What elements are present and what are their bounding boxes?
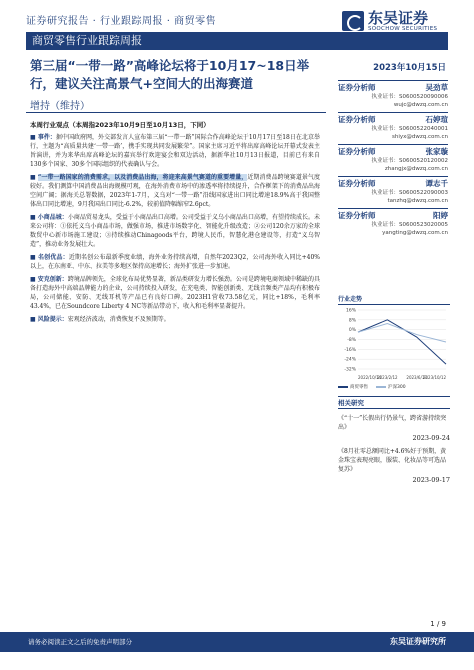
analyst-cert: 执业证书：S0600520120002 bbox=[371, 158, 448, 164]
brand-logo-icon bbox=[342, 11, 364, 31]
paragraph-text: 小商品贸易龙头，受益于小商品出口高增。公司受益于义乌小商品出口高增，有望持续成长。未来公司将：①依托义乌小商品市场，做强市场，推进市场数字化、智能化升级改造；②公司120余万家的全球数贸中心新市场施工建设；③持续推动Chinagoods平台，跨境人民币，智慧化港仓建设等，打造“义乌智造”，推动业务发展壮大。 bbox=[30, 214, 320, 248]
analyst-name: 阳婷 bbox=[433, 211, 448, 220]
report-body bbox=[30, 133, 320, 328]
bullet-icon: ■ bbox=[30, 214, 38, 221]
paragraph-key: 风险提示： bbox=[37, 316, 68, 323]
analyst-entry bbox=[338, 176, 448, 205]
y-tick-label: -8% bbox=[347, 338, 356, 343]
bullet-icon: ■ bbox=[30, 174, 38, 181]
x-tick-label: 2023/2/12 bbox=[377, 375, 398, 380]
trend-chart-svg bbox=[338, 307, 450, 383]
body-paragraph bbox=[30, 275, 320, 311]
analyst-cert: 执业证书：S0600522040001 bbox=[371, 126, 448, 132]
analyst-name: 谭志千 bbox=[425, 179, 448, 188]
analyst-entry bbox=[338, 112, 448, 141]
analyst-entry bbox=[338, 80, 448, 109]
related-heading: 相关研究 bbox=[338, 396, 450, 409]
analyst-cert: 执业证书：S0600520090006 bbox=[371, 94, 448, 100]
analyst-entry bbox=[338, 144, 448, 173]
chart-legend bbox=[338, 384, 450, 390]
paragraph-text: 宏观经济波动，消费恢复不及预期等。 bbox=[67, 316, 170, 323]
brand-logo bbox=[342, 10, 437, 32]
y-tick-label: -16% bbox=[344, 347, 356, 353]
bullet-icon: ■ bbox=[30, 316, 38, 323]
page-number: 1 / 9 bbox=[430, 620, 446, 628]
related-item-title[interactable]: 《8月社零总额同比+4.6%好于预期，黄金珠宝表现亮眼，服装、化妆品等可选品复苏》 bbox=[338, 448, 447, 473]
analyst-name: 张家璇 bbox=[425, 147, 448, 156]
analyst-list bbox=[338, 80, 448, 240]
footer-disclaimer: 请务必阅读正文之后的免责声明部分 bbox=[28, 638, 132, 646]
paragraph-text: 近期消费品跨境赛道景气度较好。我们测算中国消费品出海规模可观，在海外消费市场中的渗透率将持续提升，合作框架下的消费品出海空间广阔；据海关总署数据，2023年1-7月，义乌对“一带一路”沿线国家进出口同比增速18.9%高于我国整体出口同比增速，9月我国出口同比-6.2%，较前值降幅缩窄2.6pct。 bbox=[30, 174, 320, 208]
report-type-band: 商贸零售行业跟踪周报 bbox=[26, 32, 448, 50]
series-line-0 bbox=[358, 320, 446, 364]
legend-item: 沪深300 bbox=[376, 384, 406, 390]
bullet-icon: ■ bbox=[30, 254, 39, 261]
related-item-title[interactable]: 《“十一”长假出行仍景气，跨省游持续突出》 bbox=[338, 415, 447, 431]
chart-label: 行业走势 bbox=[338, 294, 450, 305]
analyst-email[interactable]: zhangjx@dwzq.com.cn bbox=[384, 166, 448, 172]
paragraph-key: 安克创新： bbox=[37, 276, 68, 283]
analyst-cert: 执业证书：S0600522090003 bbox=[371, 190, 448, 196]
analyst-role: 证券分析师 bbox=[338, 211, 376, 220]
brand-name-en: SOOCHOW SECURITIES bbox=[368, 26, 438, 32]
x-tick-label: 2022/10/14 bbox=[358, 375, 382, 380]
analyst-role: 证券分析师 bbox=[338, 83, 376, 92]
paragraph-key: 名创优品： bbox=[38, 254, 69, 261]
industry-trend-chart bbox=[338, 294, 450, 392]
bullet-icon: ■ bbox=[30, 276, 38, 283]
brand-name-cn: 东吴证券 bbox=[368, 9, 429, 27]
analyst-role: 证券分析师 bbox=[338, 115, 376, 124]
analyst-cert: 执业证书：S0600523020005 bbox=[371, 222, 448, 228]
report-headline: 第三届“一带一路”高峰论坛将于10月17~18日举行，建议关注高景气+空间大的出海赛道 bbox=[30, 58, 310, 91]
bullet-icon: ■ bbox=[30, 134, 38, 141]
analyst-role: 证券分析师 bbox=[338, 179, 376, 188]
paragraph-key: 事件： bbox=[37, 134, 56, 141]
analyst-email[interactable]: shiyx@dwzq.com.cn bbox=[391, 134, 448, 140]
legend-item: 商贸零售 bbox=[338, 384, 368, 390]
paragraph-text: 近期名创公布最新季度业绩，海外业务持续高增，自然年2023Q2，公司海外收入同比+40%以上，在东南亚、中东、拉美等多地区保持高速增长；海外扩张进一步加速。 bbox=[30, 254, 320, 270]
analyst-entry bbox=[338, 208, 448, 237]
body-paragraph bbox=[30, 133, 320, 169]
analyst-name: 石婷瑄 bbox=[425, 115, 448, 124]
y-tick-label: 16% bbox=[345, 308, 356, 314]
x-tick-label: 2023/10/12 bbox=[422, 375, 446, 380]
divider bbox=[26, 112, 326, 113]
y-tick-label: -32% bbox=[344, 367, 356, 373]
report-date: 2023年10月15日 bbox=[373, 63, 446, 73]
footer-firm: 东吴证券研究所 bbox=[390, 637, 446, 646]
analyst-role: 证券分析师 bbox=[338, 147, 376, 156]
related-research bbox=[338, 396, 450, 484]
report-category: 证券研究报告 · 行业跟踪周报 · 商贸零售 bbox=[26, 16, 217, 27]
related-item-date: 2023-09-24 bbox=[412, 434, 450, 442]
body-paragraph bbox=[30, 213, 320, 249]
paragraph-text: 跨境品牌领先，全球化布局优势显著，新品类研发力增长强劲。公司是跨境电商领域中稀缺的具备打造海外中高端品牌能力的企业，公司持续投入研发，在充电类、智能创新类、无线音频类产品均有积极布局，公司储能、安防、无线耳机等产品已有良好口碑。2023H1营收73.58亿元，同比+18%，毛利率43.4%，已在Soundcore Liberty 4 NC等新品带动下，收入和毛利率显著提升。 bbox=[30, 276, 320, 310]
body-paragraph bbox=[30, 315, 320, 324]
analyst-email[interactable]: tanzhq@dwzq.com.cn bbox=[387, 198, 448, 204]
paragraph-key: “一带一路国家的消费需求，以及消费品出海，将迎来高景气赛道的重要增量， bbox=[37, 174, 248, 181]
y-tick-label: -24% bbox=[344, 357, 356, 363]
analyst-email[interactable]: wujc@dwzq.com.cn bbox=[393, 102, 448, 108]
body-paragraph bbox=[30, 173, 320, 209]
paragraph-text: 据中国政府网，外交部发言人宣布第三届“一带一路”国际合作高峰论坛于10月17日至18日在北京举行，主题为“高质量共建‘一带一路’，携手实现共同发展繁荣”。国家主席习近平将出席高峰论坛开幕式发表主旨演讲，并为来华出席高峰论坛的嘉宾举行欢迎宴会和双边活动，据新华社10月13日报道，目前已有来自130多个国家、30多个国际组织的代表确认与会。 bbox=[30, 134, 320, 168]
y-tick-label: 8% bbox=[348, 318, 356, 324]
y-tick-label: 0% bbox=[348, 328, 356, 334]
analyst-email[interactable]: yangting@dwzq.com.cn bbox=[382, 230, 448, 236]
summary-heading: 本周行业观点（本周指2023年10月9日至10月13日，下同） bbox=[30, 121, 210, 129]
related-item-date: 2023-09-17 bbox=[412, 476, 450, 484]
body-paragraph bbox=[30, 253, 320, 271]
analyst-name: 吴劲草 bbox=[425, 83, 448, 92]
x-tick-label: 2023/6/13 bbox=[406, 375, 427, 380]
rating: 增持（维持） bbox=[30, 101, 90, 112]
paragraph-key: 小商品城： bbox=[37, 214, 68, 221]
